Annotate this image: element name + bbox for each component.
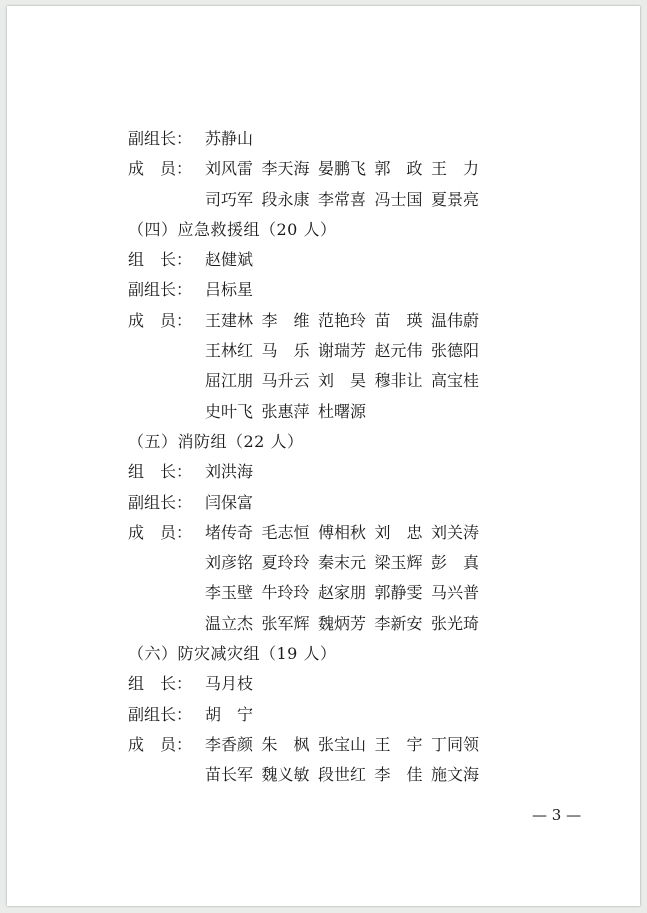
person-name: 高宝桂 <box>431 371 480 391</box>
person-name: 刘风雷 <box>205 159 254 179</box>
member-line <box>128 124 508 154</box>
person-name: 张军辉 <box>261 613 310 633</box>
name-group <box>205 124 262 154</box>
role-label <box>128 578 205 608</box>
person-name: 刘关涛 <box>431 522 480 542</box>
member-line <box>128 275 508 305</box>
document-page <box>7 6 640 906</box>
name-group <box>205 457 262 487</box>
person-name: 李常喜 <box>318 189 367 209</box>
name-group <box>205 397 375 427</box>
name-group <box>205 245 262 275</box>
role-label: 副组长： <box>128 704 193 724</box>
person-name: 张光琦 <box>431 613 480 633</box>
person-name: 朱 枫 <box>261 734 310 754</box>
person-name: 史叶飞 <box>205 401 254 421</box>
person-name: 郭静雯 <box>374 583 423 603</box>
role-label: 副组长： <box>128 280 193 300</box>
member-line <box>128 185 508 215</box>
person-name: 赵家朋 <box>318 583 367 603</box>
name-group <box>205 760 488 790</box>
person-name: 司巧军 <box>205 189 254 209</box>
person-name: 李 佳 <box>374 765 423 785</box>
member-line <box>128 548 508 578</box>
person-name: 赵元伟 <box>374 341 423 361</box>
name-group <box>205 548 488 578</box>
member-line <box>128 730 508 760</box>
person-name: 马月枝 <box>205 674 254 694</box>
person-name: 温立杰 <box>205 613 254 633</box>
member-line <box>128 488 508 518</box>
person-name: 堵传奇 <box>205 522 254 542</box>
member-line <box>128 669 508 699</box>
person-name: 王林红 <box>205 341 254 361</box>
section-heading: （四）应急救援组（20 人） <box>128 219 337 239</box>
role-label <box>128 185 205 215</box>
person-name: 李天海 <box>261 159 310 179</box>
person-name: 毛志恒 <box>261 522 310 542</box>
name-group <box>205 700 262 730</box>
person-name: 梁玉辉 <box>374 553 423 573</box>
person-name: 谢瑞芳 <box>318 341 367 361</box>
role-label <box>128 760 205 790</box>
person-name: 吕标星 <box>205 280 254 300</box>
role-label: 成 员： <box>128 522 193 542</box>
person-name: 段世红 <box>318 765 367 785</box>
role-label <box>128 397 205 427</box>
person-name: 温伟蔚 <box>431 310 480 330</box>
member-line <box>128 609 508 639</box>
person-name: 施文海 <box>431 765 480 785</box>
person-name: 晏鹏飞 <box>318 159 367 179</box>
person-name: 郭 政 <box>374 159 423 179</box>
person-name: 张德阳 <box>431 341 480 361</box>
member-line <box>128 336 508 366</box>
role-label: 成 员： <box>128 159 193 179</box>
person-name: 李玉壁 <box>205 583 254 603</box>
member-line <box>128 578 508 608</box>
person-name: 胡 宁 <box>205 704 254 724</box>
role-label <box>128 548 205 578</box>
member-line <box>128 366 508 396</box>
name-group <box>205 185 488 215</box>
person-name: 刘彦铭 <box>205 553 254 573</box>
person-name: 段永康 <box>261 189 310 209</box>
member-line <box>128 760 508 790</box>
role-label: 副组长： <box>128 492 193 512</box>
person-name: 苗长军 <box>205 765 254 785</box>
person-name: 苗 瑛 <box>374 310 423 330</box>
member-line <box>128 518 508 548</box>
role-label: 组 长： <box>128 462 193 482</box>
role-label <box>128 609 205 639</box>
name-group <box>205 609 488 639</box>
person-name: 闫保富 <box>205 492 254 512</box>
member-line <box>128 397 508 427</box>
name-group <box>205 730 488 760</box>
member-line <box>128 700 508 730</box>
person-name: 傅相秋 <box>318 522 367 542</box>
section-heading: （六）防灾减灾组（19 人） <box>128 644 337 664</box>
role-label: 副组长： <box>128 129 193 148</box>
person-name: 夏景亮 <box>431 189 480 209</box>
name-group <box>205 366 488 396</box>
member-line <box>128 306 508 336</box>
page-number: — 3 — <box>532 806 582 824</box>
person-name: 魏炳芳 <box>318 613 367 633</box>
person-name: 范艳玲 <box>318 310 367 330</box>
person-name: 赵健斌 <box>205 250 254 270</box>
person-name: 李新安 <box>374 613 423 633</box>
person-name: 穆非让 <box>374 371 423 391</box>
name-group <box>205 306 488 336</box>
member-line <box>128 154 508 184</box>
person-name: 牛玲玲 <box>261 583 310 603</box>
person-name: 刘洪海 <box>205 462 254 482</box>
name-group <box>205 336 488 366</box>
person-name: 张宝山 <box>318 734 367 754</box>
person-name: 魏义敏 <box>261 765 310 785</box>
name-group <box>205 669 262 699</box>
name-group <box>205 488 262 518</box>
person-name: 丁同领 <box>431 734 480 754</box>
member-line <box>128 245 508 275</box>
person-name: 苏静山 <box>205 129 254 148</box>
person-name: 冯士国 <box>374 189 423 209</box>
name-group <box>205 154 488 184</box>
person-name: 李香颜 <box>205 734 254 754</box>
person-name: 马兴普 <box>431 583 480 603</box>
role-label <box>128 336 205 366</box>
member-list <box>128 124 508 791</box>
person-name: 王 力 <box>431 159 480 179</box>
person-name: 屈江朋 <box>205 371 254 391</box>
person-name: 彭 真 <box>431 553 480 573</box>
person-name: 王建林 <box>205 310 254 330</box>
section-heading: （五）消防组（22 人） <box>128 431 304 451</box>
person-name: 夏玲玲 <box>261 553 310 573</box>
role-label: 组 长： <box>128 674 193 694</box>
person-name: 李 维 <box>261 310 310 330</box>
person-name: 杜曙源 <box>318 401 367 421</box>
name-group <box>205 275 262 305</box>
person-name: 刘 昊 <box>318 371 367 391</box>
role-label <box>128 366 205 396</box>
role-label: 组 长： <box>128 250 193 270</box>
person-name: 王 宇 <box>374 734 423 754</box>
member-line <box>128 457 508 487</box>
person-name: 刘 忠 <box>374 522 423 542</box>
name-group <box>205 578 488 608</box>
name-group <box>205 518 488 548</box>
person-name: 马 乐 <box>261 341 310 361</box>
role-label: 成 员： <box>128 310 193 330</box>
person-name: 张惠萍 <box>261 401 310 421</box>
person-name: 秦末元 <box>318 553 367 573</box>
role-label: 成 员： <box>128 734 193 754</box>
person-name: 马升云 <box>261 371 310 391</box>
